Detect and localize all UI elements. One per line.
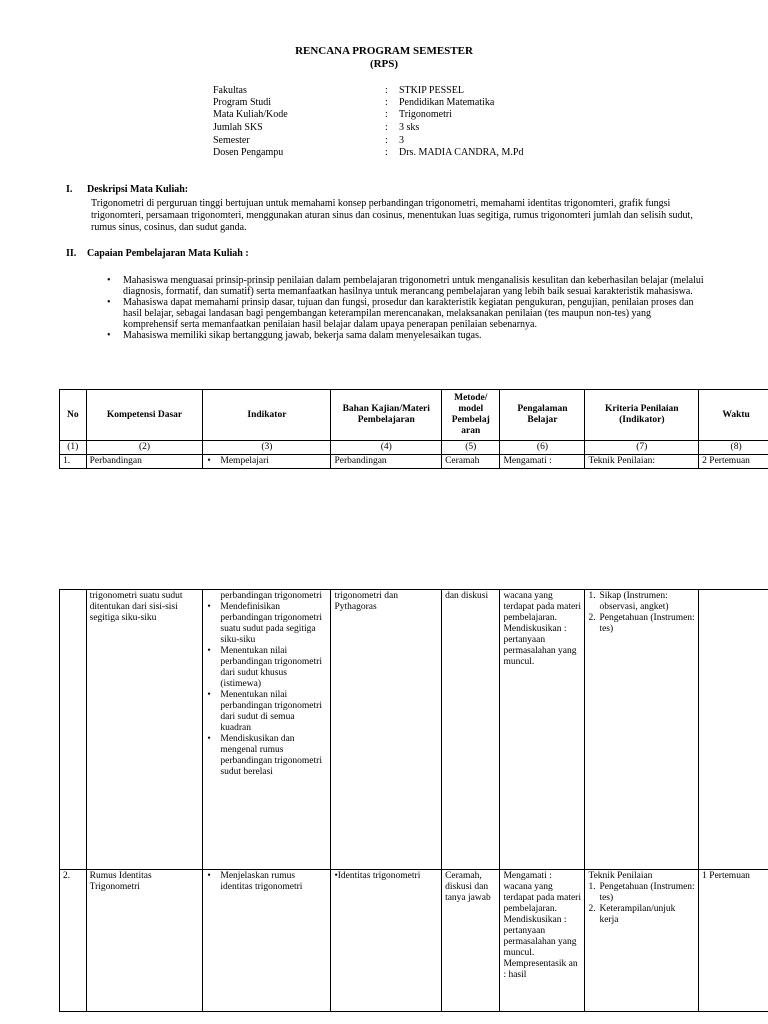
kriteria-cell: [585, 870, 699, 1012]
indikator-lead: perbandingan trigonometri: [220, 591, 322, 601]
section-title: Deskripsi Mata Kuliah:: [87, 184, 189, 195]
bahan-cell: trigonometri dan Pythagoras: [331, 590, 442, 870]
info-label: Fakultas: [213, 85, 247, 96]
header-pengalaman: Pengalaman Belajar: [500, 390, 585, 441]
info-value: STKIP PESSEL: [399, 85, 464, 96]
section-title: Capaian Pembelajaran Mata Kuliah :: [87, 248, 249, 259]
col-number: (4): [331, 441, 442, 455]
capaian-list: [107, 275, 707, 341]
page-title: RENCANA PROGRAM SEMESTER: [295, 45, 473, 57]
header-no: No: [60, 390, 87, 441]
kriteria-item: 1. Sikap (Instrumen: observasi, angket): [588, 591, 669, 612]
info-label: Dosen Pengampu: [213, 147, 284, 158]
header-indikator: Indikator: [203, 390, 331, 441]
col-number: (7): [585, 441, 699, 455]
kompetensi-cell: Rumus Identitas Trigonometri: [86, 870, 203, 1012]
metode-cell: Ceramah, diskusi dan tanya jawab: [442, 870, 500, 1012]
header-kompetensi: Kompetensi Dasar: [86, 390, 203, 441]
info-label: Mata Kuliah/Kode: [213, 109, 288, 120]
section-number: I.: [66, 184, 73, 195]
capaian-item: • Mahasiswa memiliki sikap bertanggung jawab, bekerja sama dalam menyelesaikan tugas.: [107, 330, 707, 341]
info-label: Jumlah SKS: [213, 122, 263, 133]
indikator-item: • Menjelaskan rumus identitas trigonometri: [206, 871, 327, 893]
info-label: Program Studi: [213, 97, 272, 108]
table-row: [60, 590, 768, 870]
col-number: (1): [60, 441, 87, 455]
waktu-cell: 1 Pertemuan: [699, 870, 768, 1012]
pengalaman-cell: wacana yang terdapat pada materi pembelajaran. Mendiskusikan : pertanyaan permasalahan yang muncul.: [500, 590, 585, 870]
row-number: [60, 590, 87, 870]
table-row: [60, 870, 768, 1012]
kriteria-item: 1. Pengetahuan (Instrumen: tes): [588, 882, 695, 903]
indikator-item: • Mendiskusikan dan mengenal rumus perbandingan trigonometri sudut berelasi: [206, 734, 327, 778]
metode-cell: dan diskusi: [442, 590, 500, 870]
info-value: Trigonometri: [399, 109, 452, 120]
waktu-cell: 2 Pertemuan: [699, 455, 768, 469]
bahan-cell: Perbandingan: [331, 455, 442, 469]
bahan-cell: •Identitas trigonometri: [331, 870, 442, 1012]
section-number: II.: [66, 248, 77, 259]
capaian-item: • Mahasiswa menguasai prinsip-prinsip penilaian dalam pembelajaran trigonometri untuk menganalisis kesulitan dan keberhasilan belajar (melalui diagnosis, formatif, dan sumatif) serta memanfaatkan hasilnya untuk merancang pembelajaran yang lebih baik sesuai karakteristik mahasiswa.: [107, 275, 707, 297]
info-value: 3 sks: [399, 122, 420, 133]
col-number: (3): [203, 441, 331, 455]
info-label: Semester: [213, 135, 250, 146]
section-heading-capaian: [66, 248, 249, 260]
header-waktu: Waktu: [699, 390, 768, 441]
page-subtitle: (RPS): [369, 58, 399, 70]
info-value: 3: [399, 135, 404, 146]
table-row: [60, 455, 768, 469]
col-number: (8): [699, 441, 768, 455]
pengalaman-cell: Mengamati : wacana yang terdapat pada materi pembelajaran. Mendiskusikan : pertanyaan permasalahan yang muncul. Mempresentasik an : hasil: [500, 870, 585, 1012]
kompetensi-cell: Perbandingan: [86, 455, 203, 469]
waktu-cell: [699, 590, 768, 870]
col-number: (6): [500, 441, 585, 455]
metode-cell: Ceramah: [442, 455, 500, 469]
rps-table-page2: [59, 589, 768, 1012]
indikator-cell: [203, 590, 331, 870]
kriteria-item: 2. Keterampilan/unjuk kerja: [588, 904, 676, 925]
info-value: Drs. MADIA CANDRA, M.Pd: [399, 147, 524, 158]
column-number-row: [60, 441, 768, 455]
col-number: (5): [442, 441, 500, 455]
indikator-item: • Mempelajari: [206, 456, 327, 467]
indikator-cell: [203, 870, 331, 1012]
row-number: 2.: [60, 870, 87, 1012]
row-number: 1.: [60, 455, 87, 469]
section-description-text: Trigonometri di perguruan tinggi bertujuan untuk memahami konsep perbandingan trigonometri, memahami identitas trigonomteri, grafik fungsi trigonomteri, persamaan trigonomteri, menggunakan aturan sinus dan cosinus, menentukan luas segitiga, rumus trigonomteri jumlah dan selisih sudut, rumus sinus, cosinus, dan sudut ganda.: [91, 198, 693, 233]
kompetensi-cell: trigonometri suatu sudut ditentukan dari sisi-sisi segitiga siku-siku: [86, 590, 203, 870]
kriteria-cell: [585, 590, 699, 870]
rps-table-page1: [59, 389, 768, 469]
indikator-item: • Mendefinisikan perbandingan trigonometri suatu sudut pada segitiga siku-siku: [206, 602, 327, 646]
kriteria-cell: Teknik Penilaian:: [585, 455, 699, 469]
info-value: Pendidikan Matematika: [399, 97, 495, 108]
indikator-item: • Menentukan nilai perbandingan trigonometri dari sudut di semua kuadran: [206, 690, 327, 734]
header-bahan: Bahan Kajian/Materi Pembelajaran: [331, 390, 442, 441]
header-metode: Metode/ model Pembelaj aran: [442, 390, 500, 441]
kriteria-item: 2. Pengetahuan (Instrumen: tes): [588, 613, 695, 634]
pengalaman-cell: Mengamati :: [500, 455, 585, 469]
indikator-item: • Menentukan nilai perbandingan trigonometri dari sudut khusus (istimewa): [206, 646, 327, 690]
section-heading-deskripsi: [66, 184, 188, 196]
capaian-item: • Mahasiswa dapat memahami prinsip dasar, tujuan dan fungsi, prosedur dan karakteristik kegiatan pengukuran, pengujian, penilaian proses dan hasil belajar, sebagai landasan bagi pengembangan keterampilan merencanakan, melaksanakan penilaian (tes maupun non-tes) yang komprehensif serta memanfaatkan penilaian hasil belajar dalam upaya penerapan penilaian sebenarnya.: [107, 297, 707, 330]
header-kriteria: Kriteria Penilaian (Indikator): [585, 390, 699, 441]
col-number: (2): [86, 441, 203, 455]
indikator-cell: [203, 455, 331, 469]
kriteria-title: Teknik Penilaian: [588, 871, 653, 881]
